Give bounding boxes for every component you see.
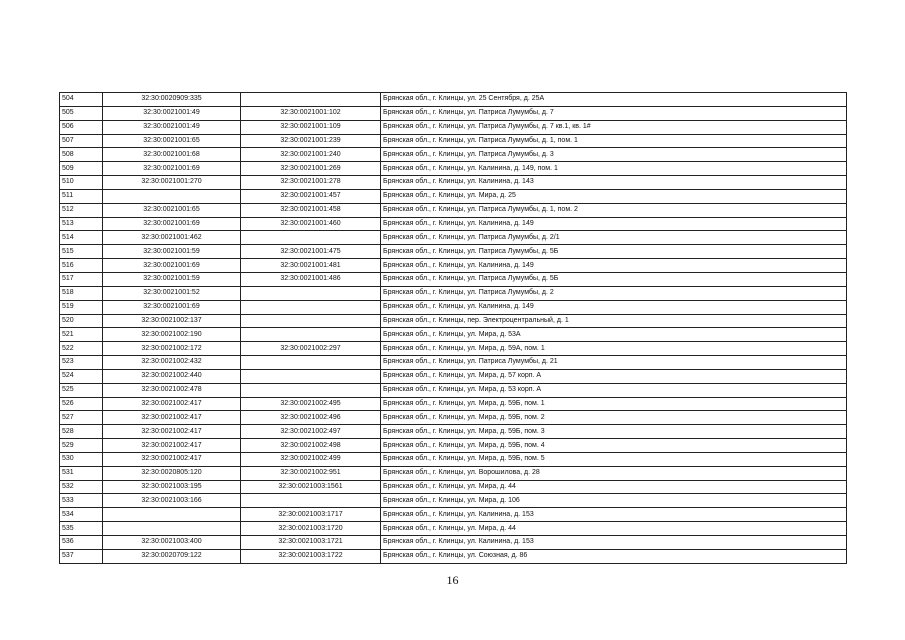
cadastral-number-cell: 32:30:0021002:478 [103,383,241,397]
address-cell: Брянская обл., г. Клинцы, ул. Мира, д. 25 [381,189,847,203]
table-row [60,522,847,536]
row-number-cell: 533 [60,494,103,508]
object-number-cell: 32:30:0021003:1722 [241,549,381,563]
cadastral-number-cell [103,189,241,203]
object-number-cell [241,494,381,508]
address-cell: Брянская обл., г. Клинцы, ул. Калинина, д. 153 [381,536,847,550]
object-number-cell [241,314,381,328]
table-body [60,93,847,564]
address-cell: Брянская обл., г. Клинцы, ул. Патриса Лумумбы, д. 7 кв.1, кв. 1# [381,120,847,134]
table-row [60,452,847,466]
row-number-cell: 518 [60,286,103,300]
cadastral-number-cell: 32:30:0021001:52 [103,286,241,300]
address-cell: Брянская обл., г. Клинцы, ул. Мира, д. 57 корп. А [381,369,847,383]
address-cell: Брянская обл., г. Клинцы, пер. Электроцентральный, д. 1 [381,314,847,328]
object-number-cell [241,300,381,314]
address-cell: Брянская обл., г. Клинцы, ул. Калинина, д. 149 [381,217,847,231]
table-row [60,342,847,356]
object-number-cell: 32:30:0021001:240 [241,148,381,162]
table-row [60,217,847,231]
cadastral-number-cell: 32:30:0021001:68 [103,148,241,162]
cadastral-table [59,92,847,564]
row-number-cell: 532 [60,480,103,494]
object-number-cell [241,369,381,383]
cadastral-number-cell: 32:30:0021002:172 [103,342,241,356]
address-cell: Брянская обл., г. Клинцы, ул. Патриса Лумумбы, д. 2/1 [381,231,847,245]
row-number-cell: 529 [60,439,103,453]
address-cell: Брянская обл., г. Клинцы, ул. Мира, д. 59Б, пом. 1 [381,397,847,411]
object-number-cell: 32:30:0021001:278 [241,176,381,190]
table-row [60,383,847,397]
address-cell: Брянская обл., г. Клинцы, ул. Союзная, д. 86 [381,549,847,563]
address-cell: Брянская обл., г. Клинцы, ул. Мира, д. 106 [381,494,847,508]
address-cell: Брянская обл., г. Клинцы, ул. Патриса Лумумбы, д. 5Б [381,272,847,286]
address-cell: Брянская обл., г. Клинцы, ул. Патриса Лумумбы, д. 1, пом. 2 [381,203,847,217]
object-number-cell: 32:30:0021001:481 [241,259,381,273]
row-number-cell: 527 [60,411,103,425]
object-number-cell [241,383,381,397]
cadastral-number-cell: 32:30:0021002:190 [103,328,241,342]
address-cell: Брянская обл., г. Клинцы, ул. Патриса Лумумбы, д. 1, пом. 1 [381,134,847,148]
row-number-cell: 531 [60,466,103,480]
address-cell: Брянская обл., г. Клинцы, ул. Мира, д. 44 [381,480,847,494]
row-number-cell: 504 [60,93,103,107]
cadastral-number-cell: 32:30:0021002:417 [103,411,241,425]
cadastral-number-cell: 32:30:0021002:432 [103,356,241,370]
row-number-cell: 506 [60,120,103,134]
row-number-cell: 528 [60,425,103,439]
table-row [60,203,847,217]
cadastral-number-cell: 32:30:0021001:69 [103,300,241,314]
row-number-cell: 534 [60,508,103,522]
table-row [60,272,847,286]
table-row [60,245,847,259]
table-row [60,369,847,383]
table-row [60,356,847,370]
cadastral-number-cell: 32:30:0021002:440 [103,369,241,383]
row-number-cell: 535 [60,522,103,536]
object-number-cell [241,356,381,370]
address-cell: Брянская обл., г. Клинцы, ул. Мира, д. 53 корп. А [381,383,847,397]
table-row [60,536,847,550]
row-number-cell: 530 [60,452,103,466]
object-number-cell: 32:30:0021001:458 [241,203,381,217]
table-row [60,328,847,342]
row-number-cell: 525 [60,383,103,397]
object-number-cell: 32:30:0021001:109 [241,120,381,134]
table-row [60,549,847,563]
row-number-cell: 505 [60,106,103,120]
row-number-cell: 516 [60,259,103,273]
table-row [60,508,847,522]
object-number-cell: 32:30:0021002:495 [241,397,381,411]
object-number-cell: 32:30:0021001:486 [241,272,381,286]
address-cell: Брянская обл., г. Клинцы, ул. Мира, д. 53А [381,328,847,342]
address-cell: Брянская обл., г. Клинцы, ул. Калинина, д. 149 [381,259,847,273]
cadastral-number-cell: 32:30:0021003:166 [103,494,241,508]
row-number-cell: 515 [60,245,103,259]
address-cell: Брянская обл., г. Клинцы, ул. Мира, д. 59Б, пом. 2 [381,411,847,425]
row-number-cell: 536 [60,536,103,550]
table-row [60,494,847,508]
object-number-cell [241,231,381,245]
cadastral-number-cell: 32:30:0021003:400 [103,536,241,550]
object-number-cell: 32:30:0021003:1717 [241,508,381,522]
address-cell: Брянская обл., г. Клинцы, ул. Патриса Лумумбы, д. 7 [381,106,847,120]
cadastral-number-cell: 32:30:0021002:417 [103,452,241,466]
row-number-cell: 537 [60,549,103,563]
cadastral-number-cell: 32:30:0021002:417 [103,425,241,439]
cadastral-number-cell: 32:30:0021001:49 [103,120,241,134]
object-number-cell: 32:30:0021001:239 [241,134,381,148]
address-cell: Брянская обл., г. Клинцы, ул. 25 Сентября, д. 25А [381,93,847,107]
address-cell: Брянская обл., г. Клинцы, ул. Патриса Лумумбы, д. 3 [381,148,847,162]
object-number-cell: 32:30:0021002:951 [241,466,381,480]
table-row [60,259,847,273]
row-number-cell: 520 [60,314,103,328]
row-number-cell: 523 [60,356,103,370]
row-number-cell: 522 [60,342,103,356]
table-row [60,176,847,190]
address-cell: Брянская обл., г. Клинцы, ул. Патриса Лумумбы, д. 2 [381,286,847,300]
address-cell: Брянская обл., г. Клинцы, ул. Патриса Лумумбы, д. 5Б [381,245,847,259]
row-number-cell: 510 [60,176,103,190]
cadastral-number-cell: 32:30:0021001:65 [103,203,241,217]
cadastral-number-cell: 32:30:0020909:335 [103,93,241,107]
row-number-cell: 507 [60,134,103,148]
table-row [60,411,847,425]
page-number: 16 [446,573,459,587]
cadastral-number-cell: 32:30:0020709:122 [103,549,241,563]
row-number-cell: 524 [60,369,103,383]
object-number-cell: 32:30:0021002:496 [241,411,381,425]
table-row [60,300,847,314]
table-row [60,439,847,453]
table-row [60,134,847,148]
table-row [60,231,847,245]
object-number-cell: 32:30:0021001:102 [241,106,381,120]
row-number-cell: 508 [60,148,103,162]
cadastral-number-cell: 32:30:0021002:417 [103,397,241,411]
cadastral-number-cell: 32:30:0021001:69 [103,259,241,273]
row-number-cell: 519 [60,300,103,314]
cadastral-number-cell: 32:30:0021001:270 [103,176,241,190]
cadastral-number-cell: 32:30:0021001:69 [103,162,241,176]
table-row [60,397,847,411]
address-cell: Брянская обл., г. Клинцы, ул. Калинина, д. 149, пом. 1 [381,162,847,176]
object-number-cell: 32:30:0021001:460 [241,217,381,231]
cadastral-number-cell: 32:30:0021003:195 [103,480,241,494]
object-number-cell: 32:30:0021002:497 [241,425,381,439]
cadastral-number-cell: 32:30:0021002:417 [103,439,241,453]
address-cell: Брянская обл., г. Клинцы, ул. Калинина, д. 153 [381,508,847,522]
address-cell: Брянская обл., г. Клинцы, ул. Мира, д. 59Б, пом. 3 [381,425,847,439]
table-row [60,189,847,203]
cadastral-number-cell: 32:30:0021001:462 [103,231,241,245]
object-number-cell [241,93,381,107]
row-number-cell: 521 [60,328,103,342]
cadastral-number-cell [103,522,241,536]
object-number-cell: 32:30:0021003:1720 [241,522,381,536]
table-row [60,120,847,134]
table-row [60,148,847,162]
object-number-cell [241,328,381,342]
table-row [60,93,847,107]
address-cell: Брянская обл., г. Клинцы, ул. Калинина, д. 143 [381,176,847,190]
object-number-cell: 32:30:0021003:1561 [241,480,381,494]
table-row [60,425,847,439]
cadastral-number-cell: 32:30:0021002:137 [103,314,241,328]
object-number-cell: 32:30:0021002:499 [241,452,381,466]
row-number-cell: 513 [60,217,103,231]
object-number-cell: 32:30:0021003:1721 [241,536,381,550]
address-cell: Брянская обл., г. Клинцы, ул. Мира, д. 59А, пом. 1 [381,342,847,356]
object-number-cell: 32:30:0021001:475 [241,245,381,259]
object-number-cell: 32:30:0021002:297 [241,342,381,356]
row-number-cell: 511 [60,189,103,203]
row-number-cell: 517 [60,272,103,286]
cadastral-number-cell: 32:30:0021001:69 [103,217,241,231]
object-number-cell: 32:30:0021001:457 [241,189,381,203]
cadastral-number-cell: 32:30:0021001:65 [103,134,241,148]
table-row [60,466,847,480]
row-number-cell: 514 [60,231,103,245]
row-number-cell: 509 [60,162,103,176]
cadastral-number-cell [103,508,241,522]
row-number-cell: 512 [60,203,103,217]
object-number-cell [241,286,381,300]
cadastral-number-cell: 32:30:0021001:49 [103,106,241,120]
cadastral-number-cell: 32:30:0021001:59 [103,245,241,259]
table-row [60,162,847,176]
address-cell: Брянская обл., г. Клинцы, ул. Мира, д. 44 [381,522,847,536]
cadastral-number-cell: 32:30:0021001:59 [103,272,241,286]
address-cell: Брянская обл., г. Клинцы, ул. Мира, д. 59Б, пом. 4 [381,439,847,453]
address-cell: Брянская обл., г. Клинцы, ул. Ворошилова, д. 28 [381,466,847,480]
row-number-cell: 526 [60,397,103,411]
table-row [60,314,847,328]
table-row [60,286,847,300]
cadastral-number-cell: 32:30:0020805:120 [103,466,241,480]
address-cell: Брянская обл., г. Клинцы, ул. Калинина, д. 149 [381,300,847,314]
object-number-cell: 32:30:0021002:498 [241,439,381,453]
table-row [60,480,847,494]
address-cell: Брянская обл., г. Клинцы, ул. Патриса Лумумбы, д. 21 [381,356,847,370]
address-cell: Брянская обл., г. Клинцы, ул. Мира, д. 59Б, пом. 5 [381,452,847,466]
table-row [60,106,847,120]
object-number-cell: 32:30:0021001:269 [241,162,381,176]
